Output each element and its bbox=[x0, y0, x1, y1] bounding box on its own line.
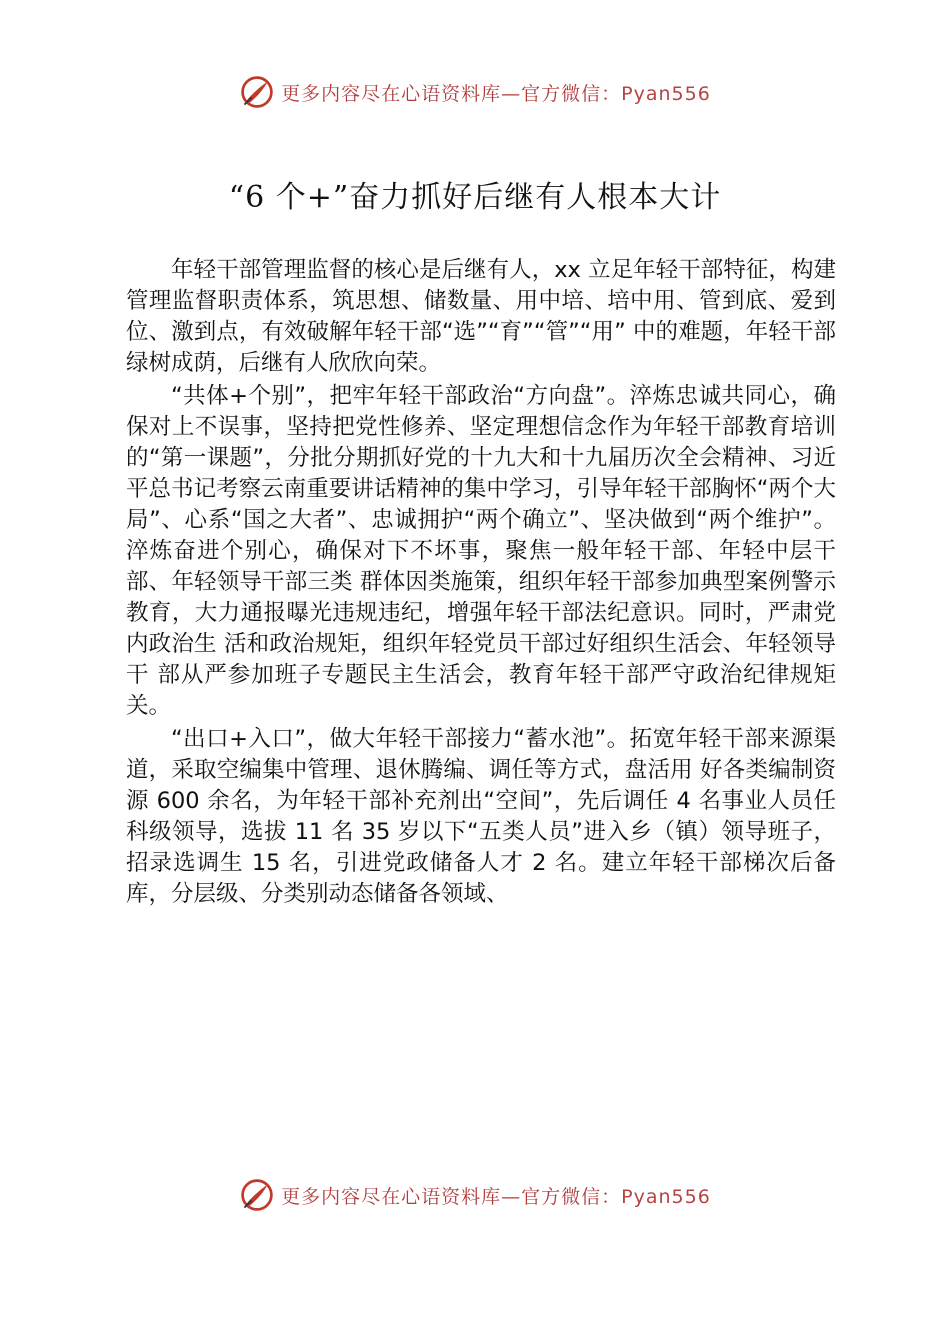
banner-label: 更多内容尽在心语资料库—官方微信： bbox=[281, 82, 622, 105]
footer-banner bbox=[0, 1175, 950, 1215]
quill-pen-logo-icon bbox=[239, 1177, 275, 1213]
banner-label: 更多内容尽在心语资料库—官方微信： bbox=[281, 1185, 622, 1208]
banner-wechat-id: Pyan556 bbox=[621, 82, 711, 105]
banner-wechat-id: Pyan556 bbox=[621, 1185, 711, 1208]
paragraph-2: “共体+个别”，把牢年轻干部政治“方向盘”。淬炼忠诚共同心，确保对上不误事，坚持把党性修养、坚定理想信念作为年轻干部教育培训的“第一课题”，分批分期抓好党的十九大和十九届历次全会精神、习近平总书记考察云南重要讲话精神的集中学习，引导年轻干部胸怀“两个大局”、心系“国之大者”、忠诚拥护“两个确立”、坚决做到“两个维护”。淬炼奋进个别心，确保对下不坏事，聚焦一般年轻干部、年轻中层干部、年轻领导干部三类 群体因类施策，组织年轻干部参加典型案例警示教育，大力通报曝光违规违纪，增强年轻干部法纪意识。同时，严肃党内政治生 活和政治规矩，组织年轻党员干部过好组织生活会、年轻领导干 部从严参加班子专题民主生活会，教育年轻干部严守政治纪律规矩关。 bbox=[126, 383, 836, 719]
paragraph-3: “出口+入口”，做大年轻干部接力“蓄水池”。拓宽年轻干部来源渠道，采取空编集中管理、退休腾编、调任等方式，盘活用 好各类编制资源 600 余名，为年轻干部补充剂出“空间”，先后调任 4 名事业人员任科级领导，选拔 11 名 35 岁以下“五类人员”进入乡（镇）领导班子，招录选调生 15 名，引进党政储备人才 2 名。建立年轻干部梯次后备库，分层级、分类别动态储备各领域、 bbox=[126, 726, 836, 907]
document-title: “6 个+”奋力抓好后继有人根本大计 bbox=[228, 180, 722, 215]
banner-text bbox=[281, 1182, 711, 1209]
header-banner bbox=[0, 72, 950, 112]
paragraph-1: 年轻干部管理监督的核心是后继有人，xx 立足年轻干部特征，构建管理监督职责体系，筑思想、储数量、用中培、培中用、管到底、爱到位、激到点，有效破解年轻干部“选”“育”“管”“用” 中的难题，年轻干部绿树成荫，后继有人欣欣向荣。 bbox=[126, 257, 836, 376]
banner-text bbox=[281, 79, 711, 106]
document-body bbox=[126, 255, 836, 912]
quill-pen-logo-icon bbox=[239, 74, 275, 110]
